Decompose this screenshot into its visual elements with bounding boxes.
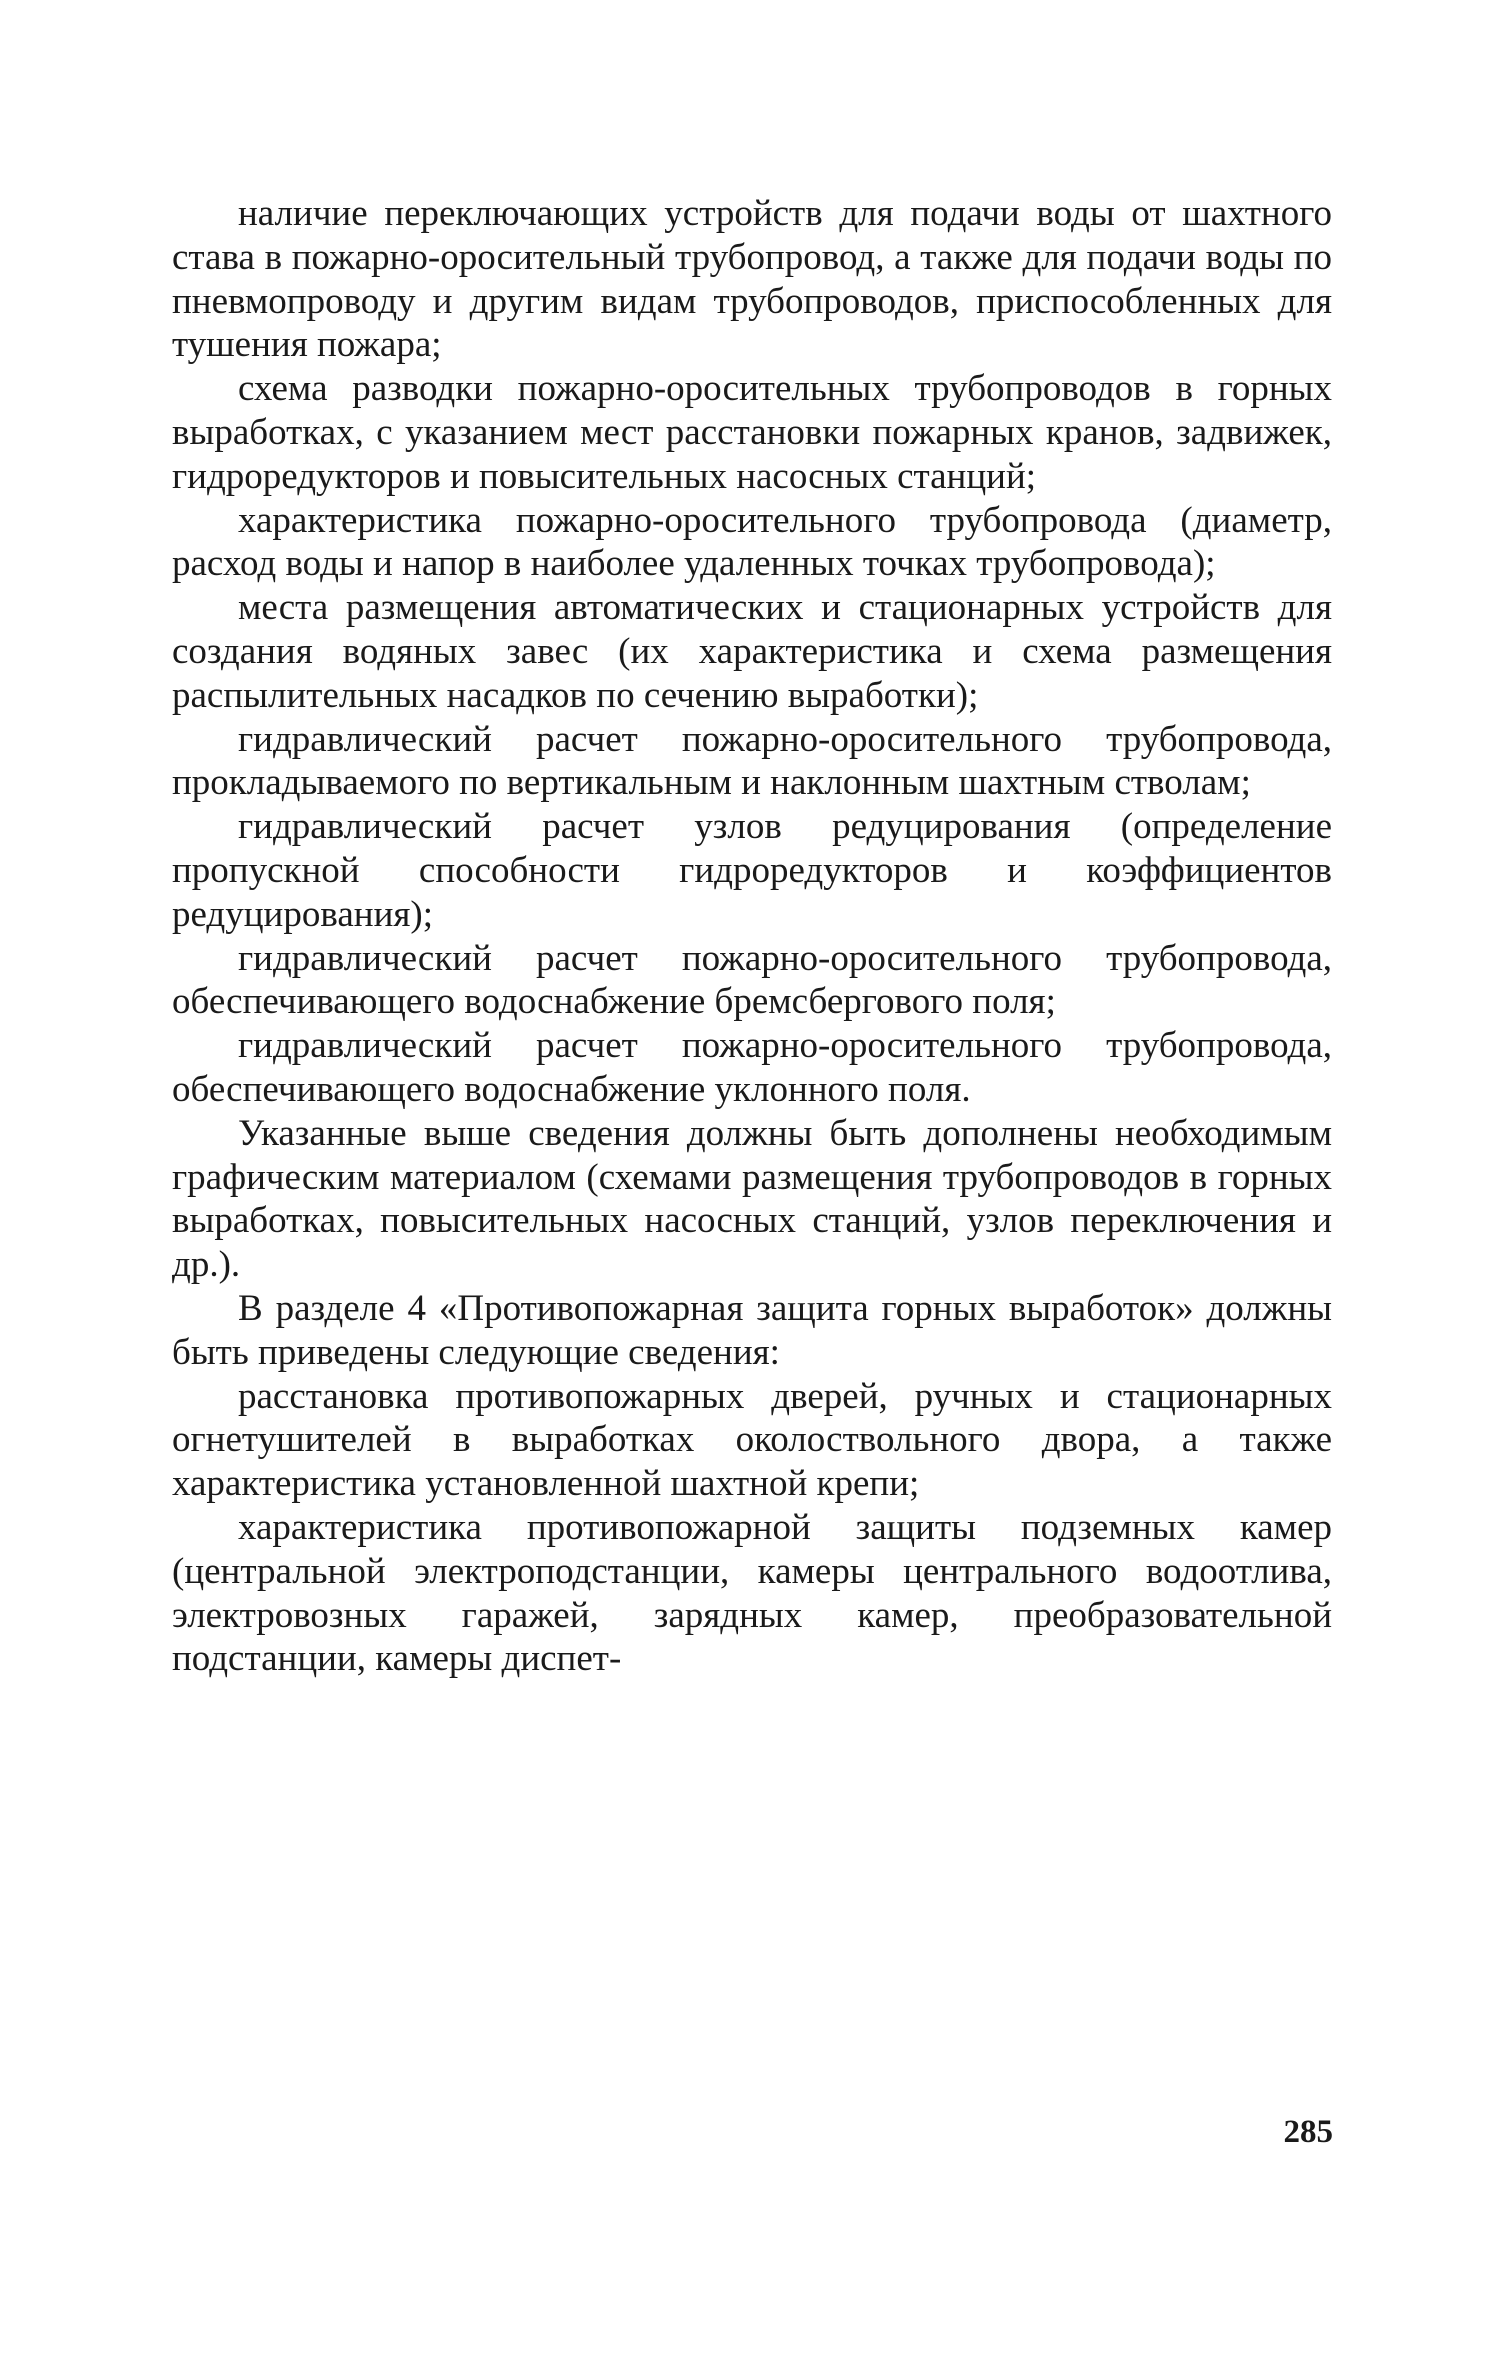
paragraph: гидравлический расчет узлов редуцирования (определение пропускной способности гидроредукторов и коэффициентов редуцирования); bbox=[172, 806, 1332, 935]
paragraph: характеристика противопожарной защиты подземных камер (центральной электроподстанции, камеры центрального водоотлива, электровозных гаражей, зарядных камер, преобразовательной подстанции, камеры диспет- bbox=[172, 1506, 1332, 1680]
body-text bbox=[172, 192, 1332, 1681]
page-number: 285 bbox=[1283, 2114, 1333, 2150]
paragraph: гидравлический расчет пожарно-оросительного трубопровода, обеспечивающего водоснабжение уклонного поля. bbox=[172, 1025, 1332, 1110]
paragraph: характеристика пожарно-оросительного трубопровода (диаметр, расход воды и напор в наиболее удаленных точках трубопровода); bbox=[172, 499, 1332, 585]
paragraph: В разделе 4 «Противопожарная защита горных выработок» должны быть приведены следующие сведения: bbox=[172, 1287, 1332, 1373]
paragraph: гидравлический расчет пожарно-оросительного трубопровода, обеспечивающего водоснабжение бремсбергового поля; bbox=[172, 937, 1332, 1023]
paragraph: Указанные выше сведения должны быть дополнены необходимым графическим материалом (схемами размещения трубопроводов в горных выработках, повысительных насосных станций, узлов переключения и др.). bbox=[172, 1112, 1332, 1286]
paragraph: расстановка противопожарных дверей, ручных и стационарных огнетушителей в выработках околоствольного двора, а также характеристика установленной шахтной крепи; bbox=[172, 1375, 1332, 1505]
paragraph: наличие переключающих устройств для подачи воды от шахтного става в пожарно-оросительный трубопровод, а также для подачи воды по пневмопроводу и другим видам трубопроводов, приспособленных для тушения пожара; bbox=[172, 193, 1332, 366]
paragraph: места размещения автоматических и стационарных устройств для создания водяных завес (их характеристика и схема размещения распылительных насадков по сечению выработки); bbox=[172, 587, 1332, 716]
paragraph: гидравлический расчет пожарно-оросительного трубопровода, прокладываемого по вертикальным и наклонным шахтным стволам; bbox=[172, 718, 1332, 804]
paragraph: схема разводки пожарно-оросительных трубопроводов в горных выработках, с указанием мест расстановки пожарных кранов, задвижек, гидроредукторов и повысительных насосных станций; bbox=[172, 368, 1332, 497]
